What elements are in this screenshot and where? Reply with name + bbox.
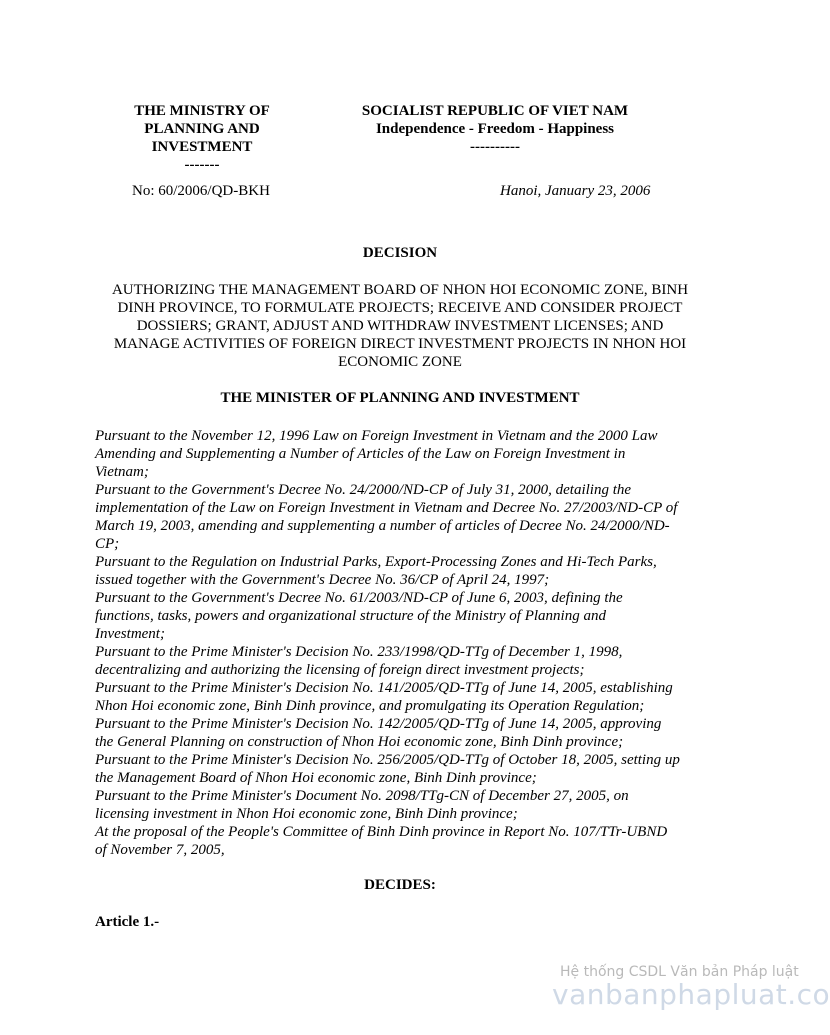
- preamble-line: the General Planning on construction of Nhon Hoi economic zone, Binh Dinh province;: [95, 734, 624, 750]
- republic-header: [340, 102, 650, 156]
- watermark-site: vanbanphapluat.co: [552, 978, 830, 1011]
- preamble-line: Pursuant to the Prime Minister's Decision No. 256/2005/QD-TTg of October 18, 2005, setting up: [95, 752, 680, 768]
- preamble-line: Pursuant to the Prime Minister's Decision No. 233/1998/QD-TTg of December 1, 1998,: [95, 644, 623, 660]
- national-motto: Independence - Freedom - Happiness: [375, 121, 615, 137]
- subject-line: DOSSIERS; GRANT, ADJUST AND WITHDRAW INVESTMENT LICENSES; AND: [136, 318, 664, 334]
- ministry-line: PLANNING AND: [144, 121, 260, 137]
- preamble-line: decentralizing and authorizing the licensing of foreign direct investment projects;: [95, 662, 585, 678]
- preamble-line: the Management Board of Nhon Hoi economic zone, Binh Dinh province;: [95, 770, 537, 786]
- preamble-line: of November 7, 2005,: [95, 842, 225, 858]
- preamble-line: Pursuant to the Government's Decree No. 24/2000/ND-CP of July 31, 2000, detailing the: [95, 482, 632, 498]
- issuer-heading: THE MINISTER OF PLANNING AND INVESTMENT: [220, 390, 580, 406]
- preamble-line: Pursuant to the Government's Decree No. 61/2003/ND-CP of June 6, 2003, defining the: [95, 590, 623, 606]
- document-title: DECISION: [362, 245, 438, 261]
- subject-line: AUTHORIZING THE MANAGEMENT BOARD OF NHON HOI ECONOMIC ZONE, BINH: [111, 282, 689, 298]
- subject-line: DINH PROVINCE, TO FORMULATE PROJECTS; RECEIVE AND CONSIDER PROJECT: [117, 300, 683, 316]
- preamble-line: issued together with the Government's Decree No. 36/CP of April 24, 1997;: [95, 572, 550, 588]
- ministry-divider: -------: [184, 157, 220, 173]
- preamble-line: Amending and Supplementing a Number of Articles of the Law on Foreign Investment in: [95, 446, 626, 462]
- preamble-line: Pursuant to the November 12, 1996 Law on Foreign Investment in Vietnam and the 2000 Law: [95, 428, 658, 444]
- preamble-line: March 19, 2003, amending and supplementing a number of articles of Decree No. 24/2000/ND-: [95, 518, 670, 534]
- document-subject: [95, 281, 705, 371]
- preamble-line: Pursuant to the Prime Minister's Decision No. 141/2005/QD-TTg of June 14, 2005, establishing: [95, 680, 673, 696]
- preamble-line: CP;: [95, 536, 120, 552]
- preamble-line: Pursuant to the Prime Minister's Document No. 2098/TTg-CN of December 27, 2005, on: [95, 788, 629, 804]
- preamble-line: licensing investment in Nhon Hoi economic zone, Binh Dinh province;: [95, 806, 518, 822]
- preamble: [95, 427, 715, 859]
- preamble-line: Nhon Hoi economic zone, Binh Dinh province, and promulgating its Operation Regulation;: [95, 698, 645, 714]
- subject-line: ECONOMIC ZONE: [338, 354, 462, 370]
- republic-name: SOCIALIST REPUBLIC OF VIET NAM: [361, 103, 629, 119]
- article-heading: Article 1.-: [95, 914, 160, 930]
- preamble-line: Investment;: [95, 626, 165, 642]
- preamble-line: functions, tasks, powers and organizational structure of the Ministry of Planning and: [95, 608, 606, 624]
- watermark-caption: Hệ thống CSDL Văn bản Pháp luật: [560, 964, 799, 980]
- place-date: Hanoi, January 23, 2006: [500, 183, 651, 199]
- decides-heading: DECIDES:: [364, 877, 436, 893]
- subject-line: MANAGE ACTIVITIES OF FOREIGN DIRECT INVESTMENT PROJECTS IN NHON HOI: [113, 336, 687, 352]
- preamble-line: Vietnam;: [95, 464, 149, 480]
- document-number: No: 60/2006/QD-BKH: [132, 183, 270, 199]
- preamble-line: implementation of the Law on Foreign Investment in Vietnam and Decree No. 27/2003/ND-CP of: [95, 500, 678, 516]
- ministry-line: INVESTMENT: [151, 139, 253, 155]
- preamble-line: Pursuant to the Prime Minister's Decision No. 142/2005/QD-TTg of June 14, 2005, approving: [95, 716, 662, 732]
- ministry-line: THE MINISTRY OF: [134, 103, 270, 119]
- republic-divider: ----------: [470, 139, 520, 155]
- preamble-line: Pursuant to the Regulation on Industrial Parks, Export-Processing Zones and Hi-Tech Parks,: [95, 554, 657, 570]
- ministry-header: [112, 102, 292, 174]
- preamble-line: At the proposal of the People's Committee of Binh Dinh province in Report No. 107/TTr-UBND: [95, 824, 668, 840]
